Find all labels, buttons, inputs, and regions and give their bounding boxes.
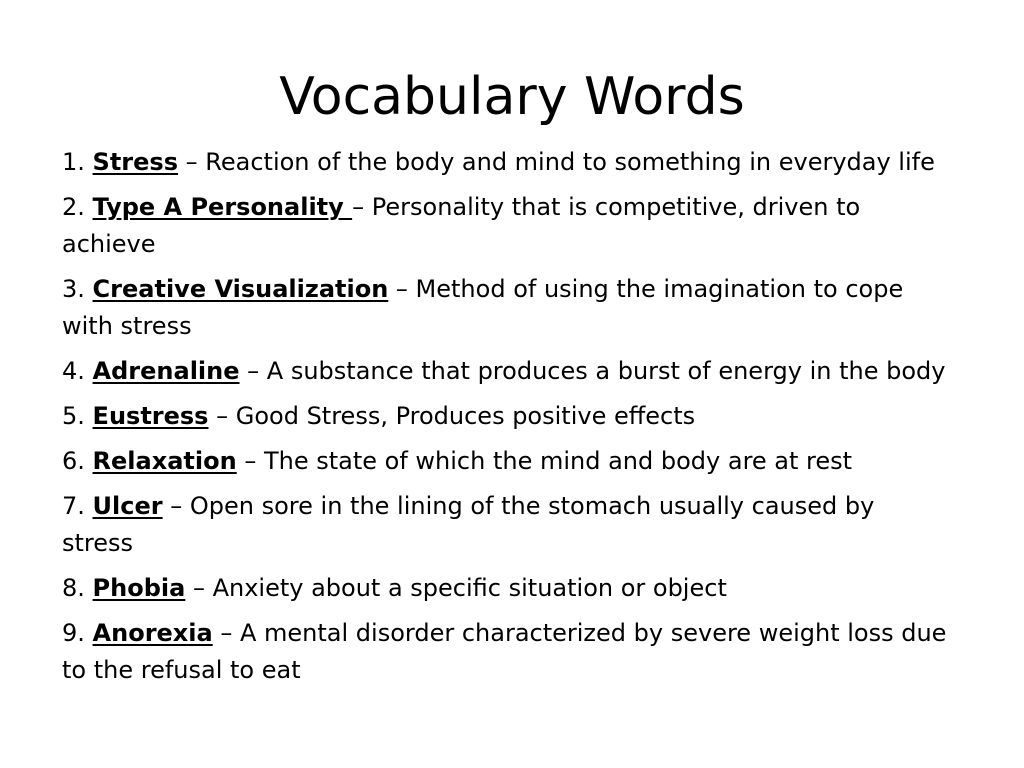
vocab-item-adrenaline xyxy=(62,353,947,390)
vocab-term: Type A Personality xyxy=(92,193,353,221)
vocab-item-anorexia xyxy=(62,615,947,689)
item-number: 4. xyxy=(62,357,85,385)
item-number: 8. xyxy=(62,574,85,602)
vocab-item-type-a-personality xyxy=(62,189,947,263)
vocab-term: Eustress xyxy=(92,402,209,430)
item-number: 7. xyxy=(62,492,85,520)
vocab-item-creative-visualization xyxy=(62,271,947,345)
vocab-definition: – Anxiety about a specific situation or object xyxy=(192,574,727,602)
vocab-definition: – Good Stress, Produces positive effects xyxy=(216,402,696,430)
vocab-term: Creative Visualization xyxy=(92,275,389,303)
vocab-definition: – Open sore in the lining of the stomach usually caused by stress xyxy=(62,492,875,557)
item-number: 1. xyxy=(62,148,85,176)
vocab-definition: – A substance that produces a burst of energy in the body xyxy=(247,357,946,385)
vocab-term: Stress xyxy=(92,148,178,176)
vocab-item-phobia xyxy=(62,570,947,607)
vocab-term: Ulcer xyxy=(92,492,163,520)
vocab-item-relaxation xyxy=(62,443,947,480)
item-number: 6. xyxy=(62,447,85,475)
item-number: 9. xyxy=(62,619,85,647)
vocab-term: Relaxation xyxy=(92,447,237,475)
vocab-definition: – The state of which the mind and body are at rest xyxy=(244,447,853,475)
slide-title: Vocabulary Words xyxy=(279,67,745,127)
vocab-term: Phobia xyxy=(92,574,186,602)
vocab-item-eustress xyxy=(62,398,947,435)
vocab-definition: – Method of using the imagination to cope with stress xyxy=(62,275,904,340)
vocab-item-ulcer xyxy=(62,488,947,562)
vocab-term: Adrenaline xyxy=(92,357,240,385)
vocab-item-stress xyxy=(62,144,947,181)
vocab-definition: – Personality that is competitive, driven to achieve xyxy=(62,193,861,258)
vocab-definition: – Reaction of the body and mind to something in everyday life xyxy=(185,148,935,176)
item-number: 2. xyxy=(62,193,85,221)
item-number: 3. xyxy=(62,275,85,303)
vocab-term: Anorexia xyxy=(92,619,213,647)
vocab-definition: – A mental disorder characterized by severe weight loss due to the refusal to eat xyxy=(62,619,947,684)
vocabulary-list xyxy=(62,144,947,697)
item-number: 5. xyxy=(62,402,85,430)
